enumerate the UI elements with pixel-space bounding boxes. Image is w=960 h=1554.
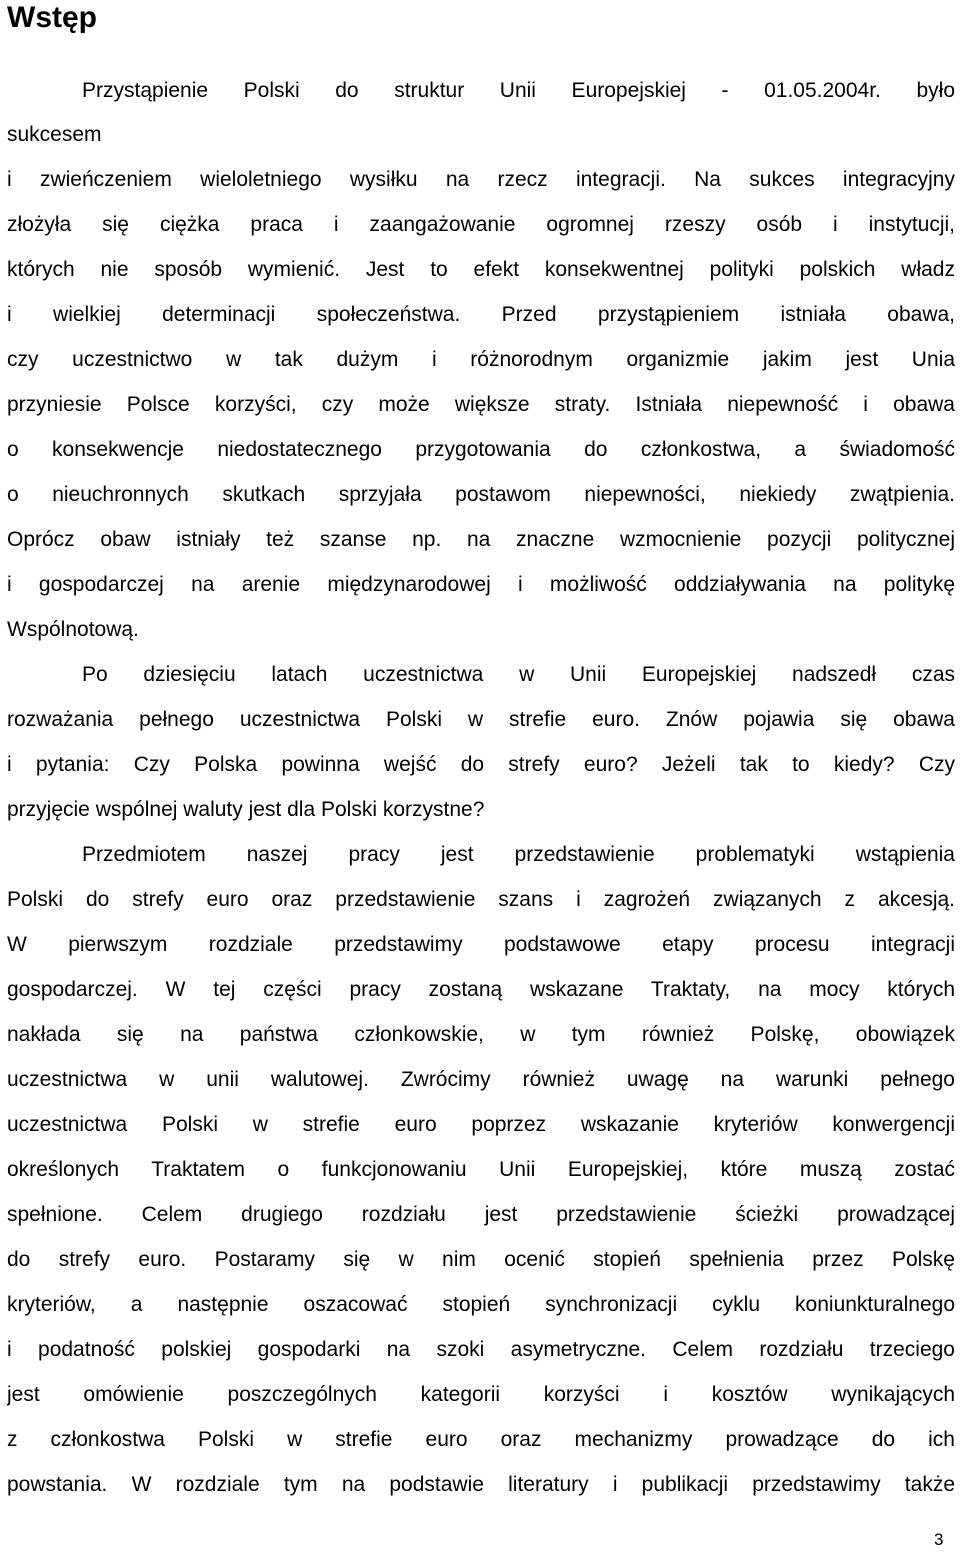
- text-line: przyjęcie wspólnej waluty jest dla Polski korzystne?: [7, 798, 485, 821]
- text-line: o nieuchronnych skutkach sprzyjała postawom niepewności, niekiedy zwątpienia.: [7, 483, 955, 506]
- text-line: gospodarczej. W tej części pracy zostaną wskazane Traktaty, na mocy których: [7, 978, 955, 1001]
- page-number: 3: [934, 1530, 944, 1549]
- text-line: czy uczestnictwo w tak dużym i różnorodnym organizmie jakim jest Unia: [7, 348, 955, 371]
- text-line: przyniesie Polsce korzyści, czy może większe straty. Istniała niepewność i obawa: [7, 393, 955, 416]
- text-line: których nie sposób wymienić. Jest to efekt konsekwentnej polityki polskich władz: [7, 258, 955, 281]
- text-line: kryteriów, a następnie oszacować stopień synchronizacji cyklu koniunkturalnego: [7, 1293, 955, 1316]
- text-line: i podatność polskiej gospodarki na szoki asymetryczne. Celem rozdziału trzeciego: [7, 1338, 955, 1361]
- text-line: Przystąpienie Polski do struktur Unii Europejskiej - 01.05.2004r. było: [82, 79, 955, 102]
- text-line: określonych Traktatem o funkcjonowaniu Unii Europejskiej, które muszą zostać: [7, 1158, 955, 1181]
- text-line: Polski do strefy euro oraz przedstawienie szans i zagrożeń związanych z akcesją.: [7, 888, 955, 911]
- text-line: i zwieńczeniem wieloletniego wysiłku na rzecz integracji. Na sukces integracyjny: [7, 168, 955, 191]
- text-line: z członkostwa Polski w strefie euro oraz mechanizmy prowadzące do ich: [7, 1428, 955, 1451]
- text-line: spełnione. Celem drugiego rozdziału jest przedstawienie ścieżki prowadzącej: [7, 1203, 955, 1226]
- text-line: uczestnictwa Polski w strefie euro poprzez wskazanie kryteriów konwergencji: [7, 1113, 955, 1136]
- text-line: Przedmiotem naszej pracy jest przedstawienie problematyki wstąpienia: [82, 843, 955, 866]
- text-line: rozważania pełnego uczestnictwa Polski w strefie euro. Znów pojawia się obawa: [7, 708, 955, 731]
- text-line: Oprócz obaw istniały też szanse np. na znaczne wzmocnienie pozycji politycznej: [7, 528, 955, 551]
- text-line: W pierwszym rozdziale przedstawimy podstawowe etapy procesu integracji: [7, 933, 955, 956]
- text-line: Po dziesięciu latach uczestnictwa w Unii Europejskiej nadszedł czas: [82, 663, 955, 686]
- text-line: sukcesem: [7, 123, 102, 146]
- text-line: jest omówienie poszczególnych kategorii korzyści i kosztów wynikających: [7, 1383, 955, 1406]
- text-line: do strefy euro. Postaramy się w nim ocenić stopień spełnienia przez Polskę: [7, 1248, 955, 1271]
- text-line: złożyła się ciężka praca i zaangażowanie ogromnej rzeszy osób i instytucji,: [7, 213, 955, 236]
- section-heading: Wstęp: [7, 1, 97, 34]
- text-line: powstania. W rozdziale tym na podstawie literatury i publikacji przedstawimy także: [7, 1473, 955, 1496]
- text-line: uczestnictwa w unii walutowej. Zwrócimy również uwagę na warunki pełnego: [7, 1068, 955, 1091]
- text-line: i pytania: Czy Polska powinna wejść do strefy euro? Jeżeli tak to kiedy? Czy: [7, 753, 955, 776]
- text-line: i gospodarczej na arenie międzynarodowej i możliwość oddziaływania na politykę: [7, 573, 955, 596]
- text-line: Wspólnotową.: [7, 618, 139, 641]
- text-line: i wielkiej determinacji społeczeństwa. Przed przystąpieniem istniała obawa,: [7, 303, 955, 326]
- text-line: nakłada się na państwa członkowskie, w tym również Polskę, obowiązek: [7, 1023, 955, 1046]
- text-line: o konsekwencje niedostatecznego przygotowania do członkostwa, a świadomość: [7, 438, 955, 461]
